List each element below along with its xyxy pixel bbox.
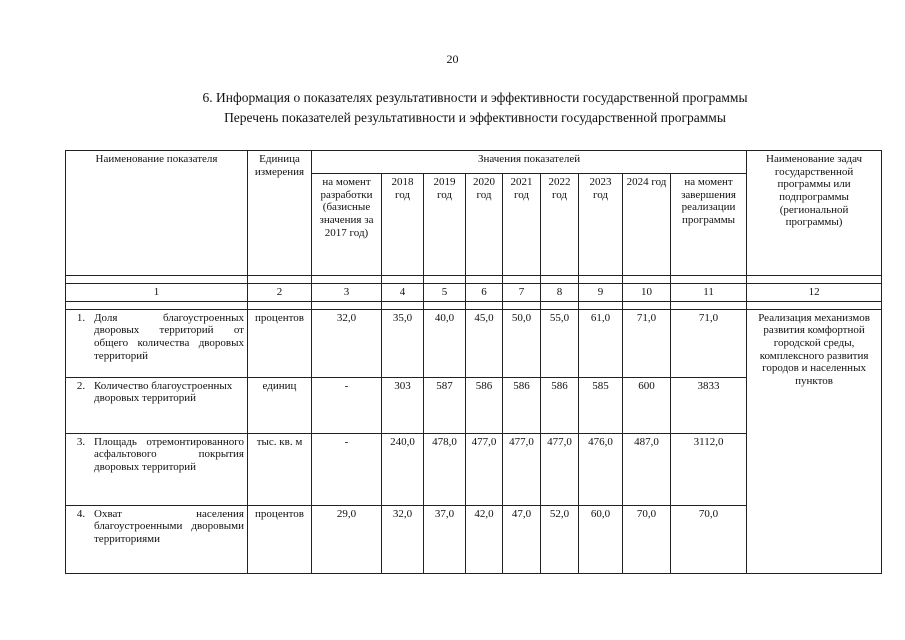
end-value: 3833 [671, 377, 747, 433]
indicator-text: Количество благоустроенных дворовых территорий [94, 379, 233, 405]
header-base: на момент разработки (базисные значения за 2017 год) [312, 174, 382, 276]
indicator-name [66, 433, 248, 505]
header-2019: 2019 год [424, 174, 466, 276]
header-2024: 2024 год [623, 174, 671, 276]
row-number: 1. [76, 311, 86, 324]
unit-cell: тыс. кв. м [248, 433, 312, 505]
value-2024: 487,0 [623, 433, 671, 505]
indicator-name [66, 309, 248, 377]
value-2021: 50,0 [503, 309, 541, 377]
header-unit: Единица измерения [248, 151, 312, 276]
value-2019: 37,0 [424, 505, 466, 573]
indicator-text: Площадь отремонтированного асфальтового покрытия дворовых территорий [94, 435, 244, 473]
column-numbers-row [66, 284, 882, 302]
col-number: 9 [579, 284, 623, 302]
value-2024: 600 [623, 377, 671, 433]
task-description: Реализация механизмов развития комфортной городской среды, комплексного развития городов и населенных пунктов [747, 309, 882, 573]
indicator-text: Доля благоустроенных дворовых территорий от общего количества дворовых территорий [94, 311, 244, 362]
header-task: Наименование задач государственной программы или подпрограммы (региональной программы) [747, 151, 882, 276]
value-2023: 61,0 [579, 309, 623, 377]
row-number: 3. [76, 435, 86, 448]
end-value: 70,0 [671, 505, 747, 573]
value-2022: 586 [541, 377, 579, 433]
spacer-row [66, 301, 882, 309]
col-number: 3 [312, 284, 382, 302]
header-2018: 2018 год [382, 174, 424, 276]
value-2022: 55,0 [541, 309, 579, 377]
header-values: Значения показателей [312, 151, 747, 174]
end-value: 71,0 [671, 309, 747, 377]
col-number: 8 [541, 284, 579, 302]
base-value: 32,0 [312, 309, 382, 377]
value-2019: 478,0 [424, 433, 466, 505]
value-2020: 586 [466, 377, 503, 433]
value-2020: 477,0 [466, 433, 503, 505]
value-2022: 477,0 [541, 433, 579, 505]
value-2020: 42,0 [466, 505, 503, 573]
header-name: Наименование показателя [66, 151, 248, 276]
table-row [66, 309, 882, 377]
indicator-text: Охват населения благоустроенными дворовыми территориями [94, 507, 244, 545]
value-2021: 47,0 [503, 505, 541, 573]
indicator-name [66, 377, 248, 433]
value-2018: 240,0 [382, 433, 424, 505]
col-number: 11 [671, 284, 747, 302]
unit-cell: процентов [248, 309, 312, 377]
col-number: 4 [382, 284, 424, 302]
col-number: 2 [248, 284, 312, 302]
value-2019: 587 [424, 377, 466, 433]
header-row [66, 151, 882, 174]
page-number: 20 [446, 52, 459, 66]
header-2022: 2022 год [541, 174, 579, 276]
value-2021: 477,0 [503, 433, 541, 505]
value-2019: 40,0 [424, 309, 466, 377]
value-2023: 476,0 [579, 433, 623, 505]
col-number: 5 [424, 284, 466, 302]
value-2023: 60,0 [579, 505, 623, 573]
header-2023: 2023 год [579, 174, 623, 276]
col-number: 12 [747, 284, 882, 302]
section-title: 6. Информация о показателях результативности и эффективности государственной программы [202, 90, 748, 105]
value-2018: 35,0 [382, 309, 424, 377]
value-2022: 52,0 [541, 505, 579, 573]
value-2021: 586 [503, 377, 541, 433]
unit-cell: процентов [248, 505, 312, 573]
col-number: 7 [503, 284, 541, 302]
row-number: 4. [76, 507, 86, 520]
base-value: 29,0 [312, 505, 382, 573]
value-2018: 303 [382, 377, 424, 433]
base-value: - [312, 433, 382, 505]
table-title: Перечень показателей результативности и эффективности государственной программы [224, 110, 726, 125]
spacer-row [66, 276, 882, 284]
value-2018: 32,0 [382, 505, 424, 573]
indicator-name [66, 505, 248, 573]
indicators-table [65, 150, 882, 574]
value-2020: 45,0 [466, 309, 503, 377]
value-2024: 70,0 [623, 505, 671, 573]
end-value: 3112,0 [671, 433, 747, 505]
col-number: 6 [466, 284, 503, 302]
col-number: 10 [623, 284, 671, 302]
row-number: 2. [76, 379, 86, 392]
value-2023: 585 [579, 377, 623, 433]
header-2021: 2021 год [503, 174, 541, 276]
header-end: на момент завершения реализации программы [671, 174, 747, 276]
base-value: - [312, 377, 382, 433]
header-2020: 2020 год [466, 174, 503, 276]
col-number: 1 [66, 284, 248, 302]
value-2024: 71,0 [623, 309, 671, 377]
unit-cell: единиц [248, 377, 312, 433]
